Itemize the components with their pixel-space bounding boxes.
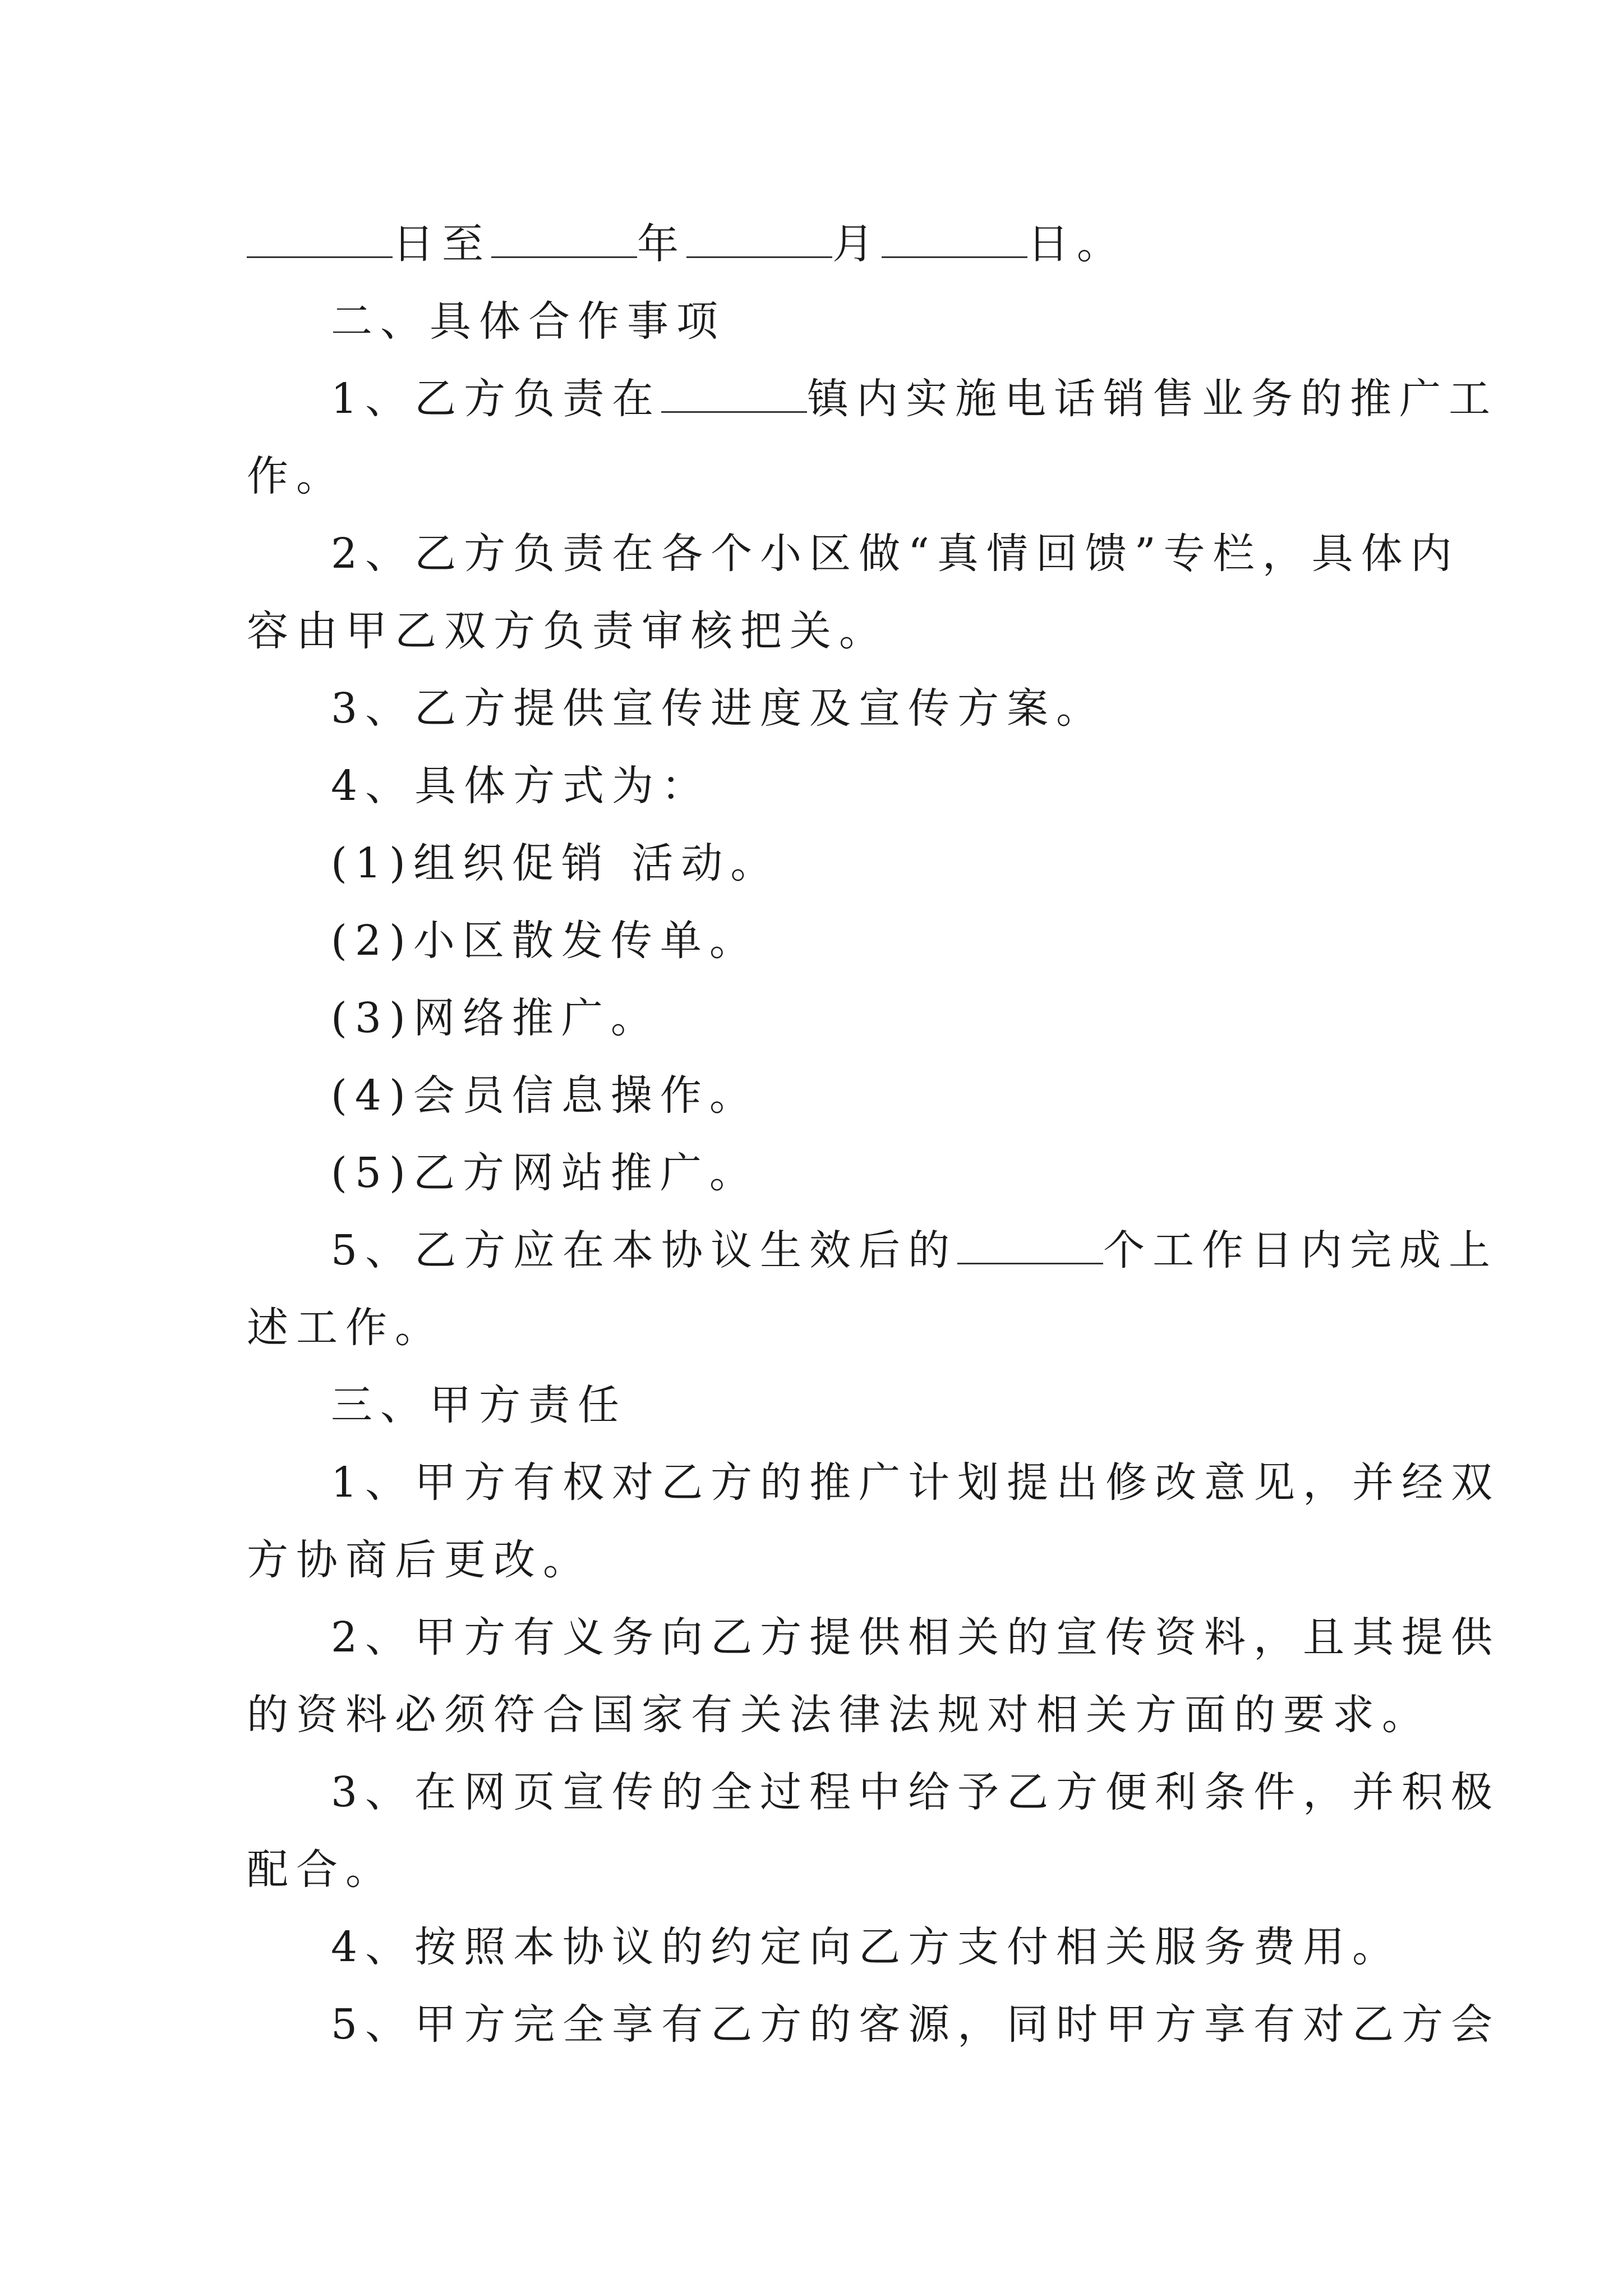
text-segment: 月 [832, 220, 882, 268]
text-segment: 5、乙方应在本协议生效后的 [331, 1226, 958, 1274]
blank-field [661, 376, 807, 413]
list-item: (4)会员信息操作。 [331, 1071, 759, 1120]
blank-field [247, 222, 393, 258]
paragraph-line: 4、具体方式为： [331, 762, 711, 810]
section-heading: 三、甲方责任 [331, 1381, 627, 1429]
paragraph-line: 作。 [247, 452, 345, 500]
paragraph-line: 的资料必须符合国家有关法律法规对相关方面的要求。 [247, 1691, 1431, 1739]
paragraph-line: 3、在网页宣传的全过程中给予乙方便利条件，并积极 [331, 1768, 1501, 1816]
text-segment: 年 [637, 220, 686, 268]
blank-field [957, 1228, 1103, 1264]
text-segment: 日。 [1027, 220, 1126, 268]
paragraph-line: 5、甲方完全享有乙方的客源，同时甲方享有对乙方会 [331, 2000, 1501, 2049]
text-segment: 日至 [393, 220, 491, 268]
list-item: (2)小区散发传单。 [331, 917, 759, 965]
list-item: (1)组织促销 活动。 [331, 839, 780, 887]
paragraph-line: 配合。 [247, 1846, 395, 1894]
text-segment: 镇内实施电话销售业务的推广工 [807, 375, 1498, 423]
paragraph-line [331, 1220, 1498, 1281]
paragraph-line [331, 368, 1498, 430]
paragraph-line: 方协商后更改。 [247, 1536, 592, 1584]
list-item: (3)网络推广。 [331, 994, 660, 1042]
paragraph-line: 4、按照本协议的约定向乙方支付相关服务费用。 [331, 1923, 1402, 1971]
paragraph-line: 容由甲乙双方负责审核把关。 [247, 607, 888, 655]
blank-field [491, 222, 637, 258]
paragraph-line: 3、乙方提供宣传进度及宣传方案。 [331, 684, 1106, 733]
text-segment: 1、乙方负责在 [331, 375, 662, 423]
date-range-line [247, 213, 1391, 275]
list-item: (5)乙方网站推广。 [331, 1149, 759, 1197]
text-segment: 个工作日内完成上 [1103, 1226, 1498, 1274]
paragraph-line: 述工作。 [247, 1304, 444, 1352]
paragraph-line: 2、乙方负责在各个小区做“真情回馈”专栏，具体内 [331, 530, 1460, 578]
blank-field [882, 222, 1027, 258]
paragraph-line: 2、甲方有义务向乙方提供相关的宣传资料，且其提供 [331, 1613, 1501, 1662]
section-heading: 二、具体合作事项 [331, 297, 726, 346]
blank-field [686, 222, 832, 258]
paragraph-line: 1、甲方有权对乙方的推广计划提出修改意见，并经双 [331, 1458, 1501, 1507]
